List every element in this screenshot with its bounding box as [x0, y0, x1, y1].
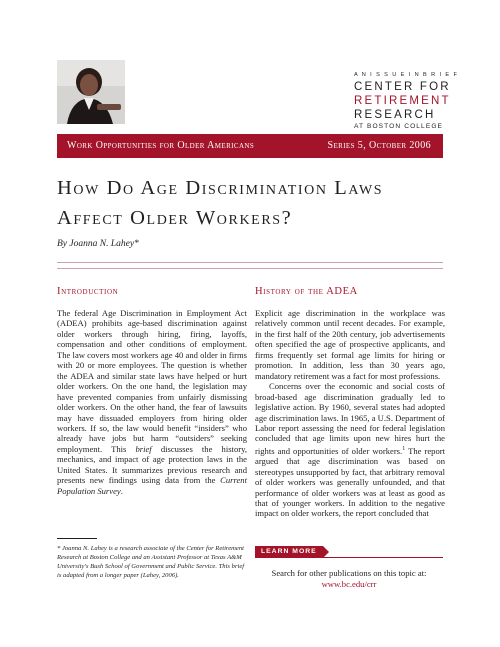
introduction-section	[57, 286, 247, 496]
series-name: Work Opportunities for Older Americans	[67, 140, 255, 151]
divider-top	[57, 262, 443, 263]
author-photo	[57, 60, 125, 124]
brand-line-2: RETIREMENT	[354, 95, 451, 107]
page-title	[57, 173, 457, 233]
brand-line-3: RESEARCH	[354, 109, 436, 121]
title-line-2: Affect Older Workers?	[57, 207, 293, 229]
learn-more-text: Search for other publications on this topic at:	[271, 568, 427, 578]
history-heading: History of the ADEA	[255, 286, 358, 297]
footnote-rule	[57, 538, 97, 539]
learn-more-box	[255, 540, 443, 590]
history-section	[255, 286, 445, 519]
series-banner	[57, 134, 443, 158]
brand-kicker: A N I S S U E I N B R I E F	[354, 72, 459, 78]
series-date: Series 5, October 2006	[327, 140, 431, 151]
title-line-1: How Do Age Discrimination Laws	[57, 177, 384, 199]
author-footnote: * Joanna N. Lahey is a research associate of the Center for Retirement Research at Boston College and an Assistant Professor at Texas A&M University's Bush School of Government and Public Service. This brief is adapted from a longer paper (Lahey, 2006).	[57, 544, 247, 580]
learn-more-tab: LEARN MORE	[255, 546, 323, 557]
center-logo	[354, 71, 494, 132]
history-paragraph-2: Concerns over the economic and social costs of broad-based age discrimination gradually led to legislative action. By 1960, several states had adopted age discrimination laws. In 1965, a U.S. Department of Labor report assessing the need for federal legislation concluded that age limits upon new hires hurt the rights and opportunities of older workers.$^1$ The report argued that age discrimination was based on stereotypes unsupported by fact, that arbitrary removal of older workers was generally unfounded, and that performance of older workers was at least as good as that of younger workers. In addition to the negative impact on older workers, the report concluded that	[255, 381, 445, 519]
brand-line-1: CENTER FOR	[354, 81, 451, 93]
brand-line-4: AT BOSTON COLLEGE	[354, 123, 444, 130]
divider-bottom	[57, 268, 443, 269]
publications-link[interactable]: www.bc.edu/crr	[321, 579, 377, 589]
history-paragraph-1: Explicit age discrimination in the workplace was relatively common until recent decades. For example, in the first half of the 20th century, job advertisements often specified the age of prospective applicants, and firms frequently set formal age limits for hiring or promotion. In addition, less than 30 years ago, mandatory retirement was a fact for most professions.	[255, 308, 445, 381]
introduction-paragraph: The federal Age Discrimination in Employment Act (ADEA) prohibits age-based discrimination against older workers through hiring, firing, layoffs, compensation and other conditions of employment. The law covers most workers age 40 and older in firms with 20 or more employees. The question is whether the ADEA and similar state laws have helped or hurt older workers. On the one hand, the legislation may have prevented companies from unfairly dismissing older workers. On the other hand, the fear of lawsuits may have dissuaded employers from hiring older workers. If so, the law would benefit “insiders” who already have jobs but harm “outsiders” seeking employment. This brief discusses the history, mechanics, and impact of age protection laws in the United States. It summarizes previous research and presents new findings using data from the Current Population Survey.	[57, 308, 247, 496]
introduction-heading: Introduction	[57, 286, 119, 297]
learn-more-content	[255, 557, 443, 590]
byline: By Joanna N. Lahey*	[57, 239, 139, 249]
